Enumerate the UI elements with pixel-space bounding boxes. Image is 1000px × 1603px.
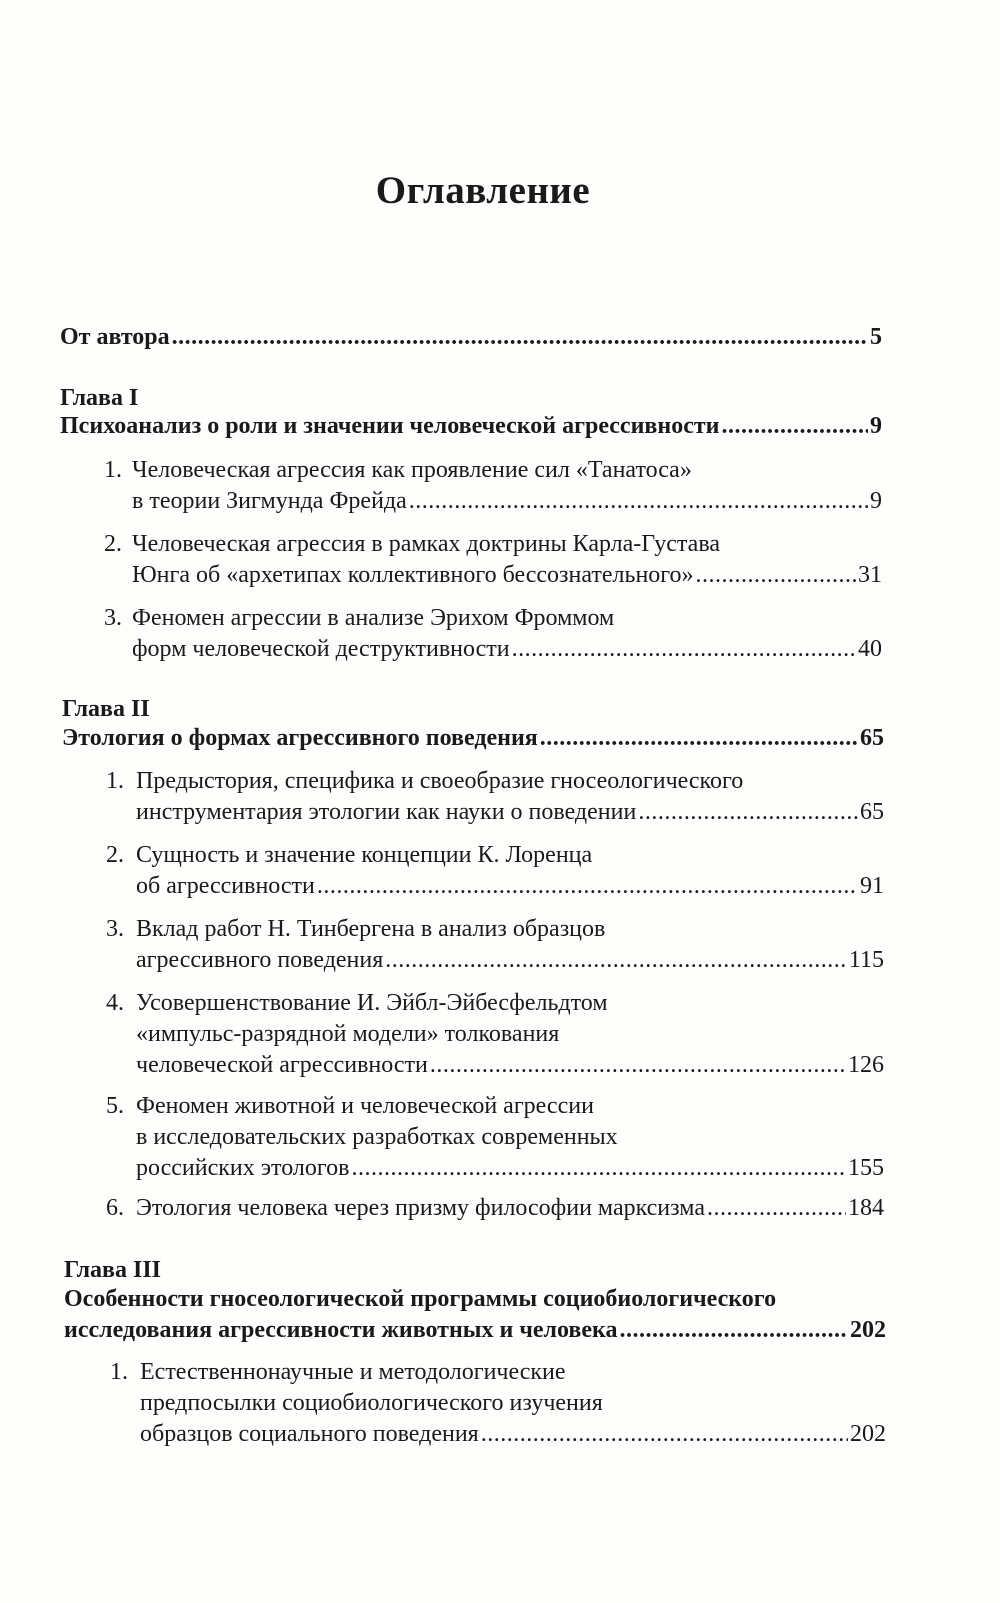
chapter-title: исследования агрессивности животных и человека xyxy=(64,1317,618,1343)
leader-dots xyxy=(721,411,868,442)
section-line: предпосылки социобиологического изучения xyxy=(140,1390,603,1416)
section-number: 6. xyxy=(106,1195,124,1221)
page-number: 40 xyxy=(858,636,882,662)
section-line: образцов социального поведения xyxy=(140,1421,479,1447)
section-line: «импульс-разрядной модели» толкования xyxy=(136,1021,560,1047)
page-number: 65 xyxy=(860,725,884,751)
toc-entry-section-1-1 xyxy=(96,455,882,517)
chapter-3-heading: Глава III xyxy=(64,1257,162,1283)
page-title: Оглавление xyxy=(375,169,591,212)
page-number: 9 xyxy=(870,413,882,439)
section-number: 2. xyxy=(104,531,122,557)
toc-entry-section-3-1 xyxy=(102,1357,886,1450)
toc-entry-section-2-6 xyxy=(98,1193,884,1224)
toc-entry-author-note xyxy=(60,322,882,353)
toc-entry-section-2-3 xyxy=(98,914,884,976)
section-line: в исследовательских разработках современных xyxy=(136,1124,618,1150)
section-number: 3. xyxy=(106,916,124,942)
chapter-title: Этология о формах агрессивного поведения xyxy=(62,725,538,751)
page-number: 65 xyxy=(860,799,884,825)
section-line: Естественнонаучные и методологические xyxy=(140,1359,566,1385)
section-line: агрессивного поведения xyxy=(136,947,384,973)
section-line: форм человеческой деструктивности xyxy=(132,636,510,662)
page-number: 202 xyxy=(850,1317,886,1343)
toc-entry-chapter-3 xyxy=(64,1284,886,1346)
section-line: Этология человека через призму философии марксизма xyxy=(136,1195,705,1221)
page-number: 9 xyxy=(870,488,882,514)
section-line: Юнга об «архетипах коллективного бессознательного» xyxy=(132,562,694,588)
page-number: 5 xyxy=(870,324,882,350)
section-line: Усовершенствование И. Эйбл-Эйбесфельдтом xyxy=(136,990,608,1016)
section-line: Человеческая агрессия как проявление сил «Танатоса» xyxy=(132,457,692,483)
leader-dots xyxy=(351,1153,846,1184)
leader-dots xyxy=(409,486,868,517)
section-line: Предыстория, специфика и своеобразие гносеологического xyxy=(136,768,744,794)
leader-dots xyxy=(172,322,868,353)
section-number: 1. xyxy=(110,1359,128,1385)
page-number: 155 xyxy=(848,1155,884,1181)
page-number: 202 xyxy=(850,1421,886,1447)
section-line: Феномен агрессии в анализе Эрихом Фроммом xyxy=(132,605,615,631)
toc-entry-section-2-5 xyxy=(98,1091,884,1184)
toc-entry-chapter-2 xyxy=(62,723,884,754)
section-number: 4. xyxy=(106,990,124,1016)
section-line: Человеческая агрессия в рамках доктрины Карла-Густава xyxy=(132,531,720,557)
section-line: российских этологов xyxy=(136,1155,350,1181)
leader-dots xyxy=(620,1315,849,1346)
section-line: Сущность и значение концепции К. Лоренца xyxy=(136,842,593,868)
section-number: 5. xyxy=(106,1093,124,1119)
section-number: 1. xyxy=(106,768,124,794)
toc-entry-section-2-1 xyxy=(98,766,884,828)
leader-dots xyxy=(707,1193,846,1224)
section-line: инструментария этологии как науки о поведении xyxy=(136,799,637,825)
leader-dots xyxy=(696,560,856,591)
leader-dots xyxy=(481,1419,848,1450)
section-line: Феномен животной и человеческой агрессии xyxy=(136,1093,594,1119)
section-number: 2. xyxy=(106,842,124,868)
toc-entry-chapter-1 xyxy=(60,411,882,442)
leader-dots xyxy=(512,634,856,665)
toc-entry-section-1-3 xyxy=(96,603,882,665)
section-number: 3. xyxy=(104,605,122,631)
leader-dots xyxy=(540,723,858,754)
section-line: об агрессивности xyxy=(136,873,315,899)
page-number: 126 xyxy=(848,1052,884,1078)
chapter-1-heading: Глава I xyxy=(60,385,139,411)
toc-entry-section-1-2 xyxy=(96,529,882,591)
toc-entry-section-2-4 xyxy=(98,988,884,1081)
toc-entry-section-2-2 xyxy=(98,840,884,902)
section-line: человеческой агрессивности xyxy=(136,1052,428,1078)
leader-dots xyxy=(638,797,858,828)
section-number: 1. xyxy=(104,457,122,483)
chapter-title: Особенности гносеологической программы социобиологического xyxy=(64,1286,777,1312)
page-number: 31 xyxy=(858,562,882,588)
page-number: 115 xyxy=(848,947,884,973)
chapter-title: Психоанализ о роли и значении человеческой агрессивности xyxy=(60,413,720,439)
section-line: Вклад работ Н. Тинбергена в анализ образцов xyxy=(136,916,606,942)
section-line: в теории Зигмунда Фрейда xyxy=(132,488,407,514)
leader-dots xyxy=(430,1050,846,1081)
entry-label: От автора xyxy=(60,324,170,350)
page-number: 91 xyxy=(860,873,884,899)
chapter-2-heading: Глава II xyxy=(62,696,150,722)
leader-dots xyxy=(317,871,858,902)
page-number: 184 xyxy=(848,1195,884,1221)
leader-dots xyxy=(385,945,847,976)
